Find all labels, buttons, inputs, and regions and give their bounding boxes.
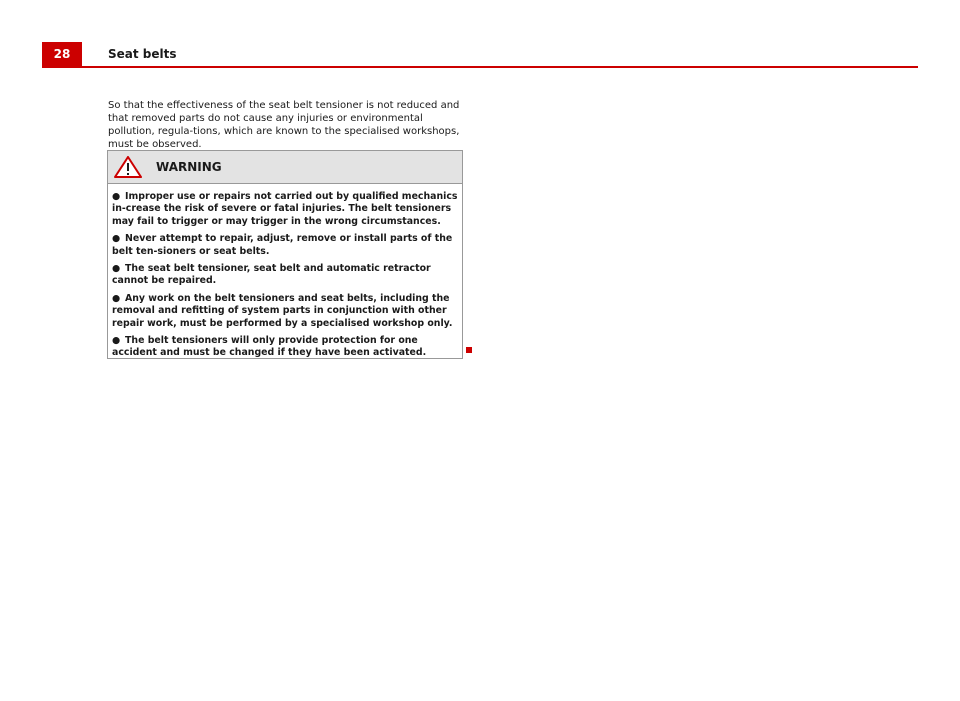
section-title: Seat belts bbox=[108, 47, 177, 61]
bullet: ● bbox=[112, 233, 121, 245]
warning-list bbox=[108, 184, 462, 360]
warning-item-text: The belt tensioners will only provide protection for one accident and must be changed if they have been activated. bbox=[112, 335, 427, 359]
warning-item bbox=[112, 191, 459, 228]
warning-header bbox=[108, 151, 462, 184]
warning-item bbox=[112, 335, 459, 360]
warning-item-text: Improper use or repairs not carried out by qualified mechanics in-crease the risk of severe or fatal injuries. The belt tensioners may fail to trigger or may trigger in the wrong circumstances. bbox=[112, 191, 458, 227]
intro-paragraph: So that the effectiveness of the seat belt tensioner is not reduced and that removed parts do not cause any injuries or environmental pollution, regula-tions, which are known to the specialised workshops, must be observed. bbox=[108, 100, 460, 150]
warning-triangle-icon bbox=[114, 156, 142, 178]
page-number: 28 bbox=[42, 42, 82, 66]
warning-item bbox=[112, 233, 459, 258]
warning-title: WARNING bbox=[156, 160, 222, 174]
page-header bbox=[42, 42, 918, 68]
section-end-marker bbox=[466, 347, 472, 353]
bullet: ● bbox=[112, 191, 121, 202]
bullet: ● bbox=[112, 335, 121, 347]
warning-item-text: Any work on the belt tensioners and seat belts, including the removal and refitting of system parts in conjunction with other repair work, must be performed by a specialised workshop only. bbox=[112, 292, 453, 329]
warning-item-text: The seat belt tensioner, seat belt and automatic retractor cannot be repaired. bbox=[112, 263, 431, 287]
bullet: ● bbox=[112, 292, 121, 304]
bullet: ● bbox=[112, 263, 121, 275]
warning-item-text: Never attempt to repair, adjust, remove or install parts of the belt ten-sioners or seat belts. bbox=[112, 233, 453, 257]
warning-item bbox=[112, 293, 459, 330]
warning-item bbox=[112, 263, 459, 288]
warning-box bbox=[107, 150, 463, 359]
